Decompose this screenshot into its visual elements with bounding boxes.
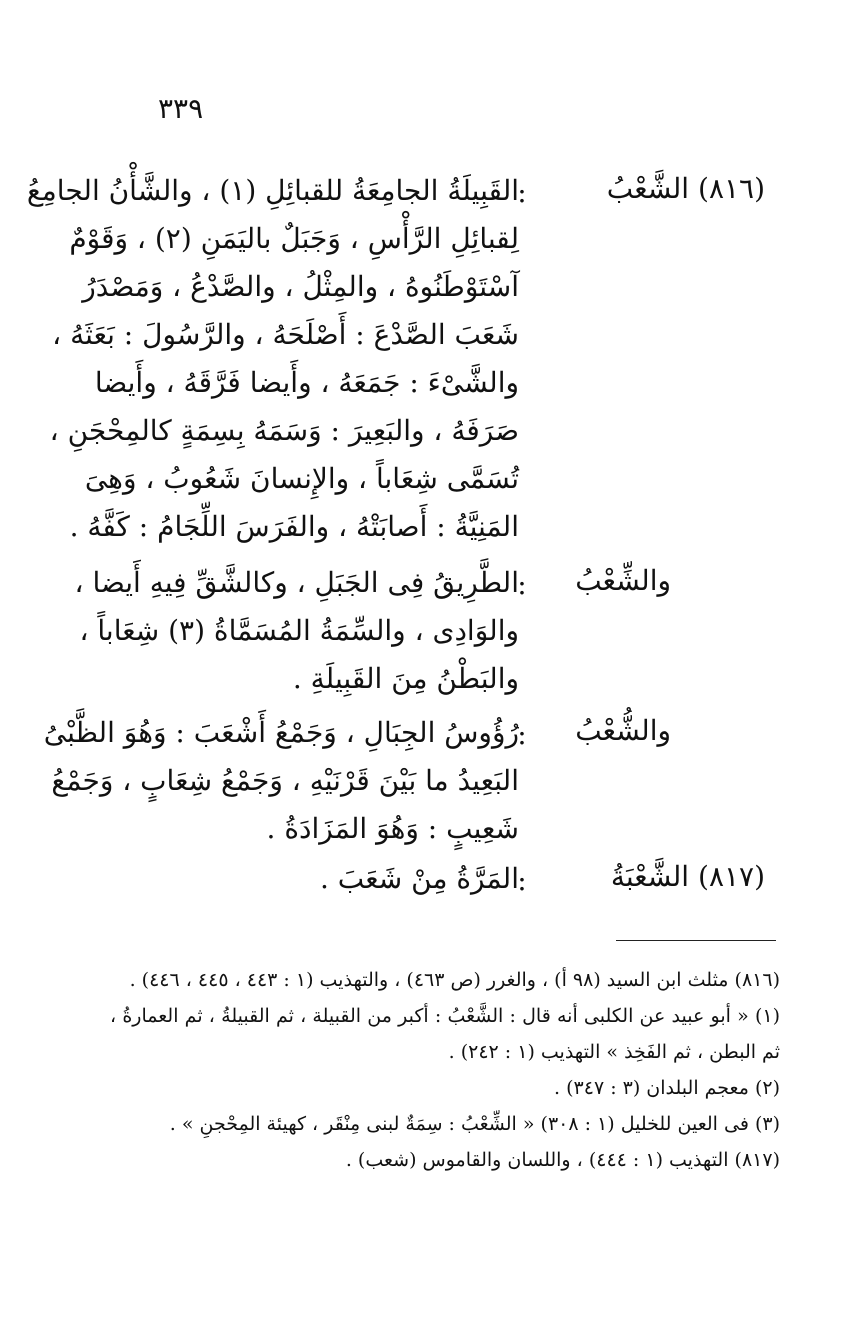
footnote: (٢) معجم البلدان (٣ : ٣٤٧) . <box>554 1077 780 1099</box>
entry-number: (٨١٦) <box>698 172 765 205</box>
definition-line: الطَّرِيقُ فِى الجَبَلِ ، وكالشَّقِّ فِيهِ أَيضا ، <box>74 566 519 599</box>
footnotes <box>110 962 780 1178</box>
entry-colon: : <box>517 718 527 751</box>
definition-line: آسْتَوْطَنُوهُ ، والمِثْلُ ، والصَّدْعُ ، وَمَصْدَرُ <box>82 270 519 303</box>
definition-line: المَرَّةُ مِنْ شَعَبَ . <box>320 862 519 895</box>
entry-colon: : <box>517 864 527 897</box>
entry-word: الشَّعْبَةُ <box>610 860 690 893</box>
definition-line: تُسَمَّى شِعَاباً ، والإِنسانَ شَعُوبُ ، وَهِىَ <box>84 462 519 495</box>
definition-line: شَعِيبٍ : وَهُوَ المَزَادَةُ . <box>266 812 519 845</box>
definition-line: لِقبائِلِ الرَّأْسِ ، وَجَبَلٌ باليَمَنِ (٢) ، وَقَوْمٌ <box>69 222 519 255</box>
definition-line: القَبِيلَةُ الجامِعَةُ للقبائِلِ (١) ، والشَّأْنُ الجامِعُ <box>26 174 519 207</box>
definition-line: صَرَفَهُ ، والبَعِيرَ : وَسَمَهُ بِسِمَةٍ كالمِحْجَنِ ، <box>49 414 519 447</box>
entry-word: والشِّعْبُ <box>575 564 671 597</box>
page-number: ٣٣٩ <box>158 92 204 125</box>
entry-word: الشَّعْبُ <box>606 172 690 205</box>
entry-number: (٨١٧) <box>698 860 765 893</box>
entry-heading <box>525 860 765 893</box>
definition-line: المَنِيَّةُ : أَصابَتْهُ ، والفَرَسَ اللِّجَامُ : كَفَّهُ . <box>69 510 519 543</box>
definition-line: والوَادِى ، والسِّمَةُ المُسَمَّاةُ (٣) شِعَاباً ، <box>79 614 519 647</box>
entry-colon: : <box>517 176 527 209</box>
footnote: (٣) فى العين للخليل (١ : ٣٠٨) « الشِّعْبُ : سِمَةٌ لبنى مِنْقَر ، كهيئة المِحْجنِ » . <box>169 1113 780 1135</box>
definition-line: شَعَبَ الصَّدْعَ : أَصْلَحَهُ ، والرَّسُولَ : بَعَثَهُ ، <box>52 318 519 351</box>
entry-word: والشُّعْبُ <box>575 714 671 747</box>
footnote: (٨١٧) التهذيب (١ : ٤٤٤) ، واللسان والقاموس (شعب) . <box>345 1149 780 1171</box>
footnote-divider <box>616 940 776 941</box>
definition-line: البَعِيدُ ما بَيْنَ قَرْنَيْهِ ، وَجَمْعُ شِعَابٍ ، وَجَمْعُ <box>51 764 519 797</box>
definition-line: والبَطْنُ مِنَ القَبِيلَةِ . <box>292 662 519 695</box>
footnote: (١) « أبو عبيد عن الكلبى أنه قال : الشَّعْبُ : أكبر من القبيلة ، ثم القبيلةُ ، ثم العمارةُ ، ثم البطن ، ثم الفَخِذ » التهذيب (١ : ٢٤٢) . <box>110 1005 780 1063</box>
entry-heading <box>525 172 765 205</box>
definition-line: والشَّىْءَ : جَمَعَهُ ، وأَيضا فَرَّقَهُ ، وأَيضا <box>94 366 519 399</box>
entry-colon: : <box>517 568 527 601</box>
footnote: (٨١٦) مثلث ابن السيد (٩٨ أ) ، والغرر (ص ٤٦٣) ، والتهذيب (١ : ٤٤٣ ، ٤٤٥ ، ٤٤٦) . <box>129 969 780 991</box>
definition-line: رُؤُوسُ الجِبَالِ ، وَجَمْعُ أَشْعَبَ : وَهُوَ الظَّبْىُ <box>43 716 519 749</box>
